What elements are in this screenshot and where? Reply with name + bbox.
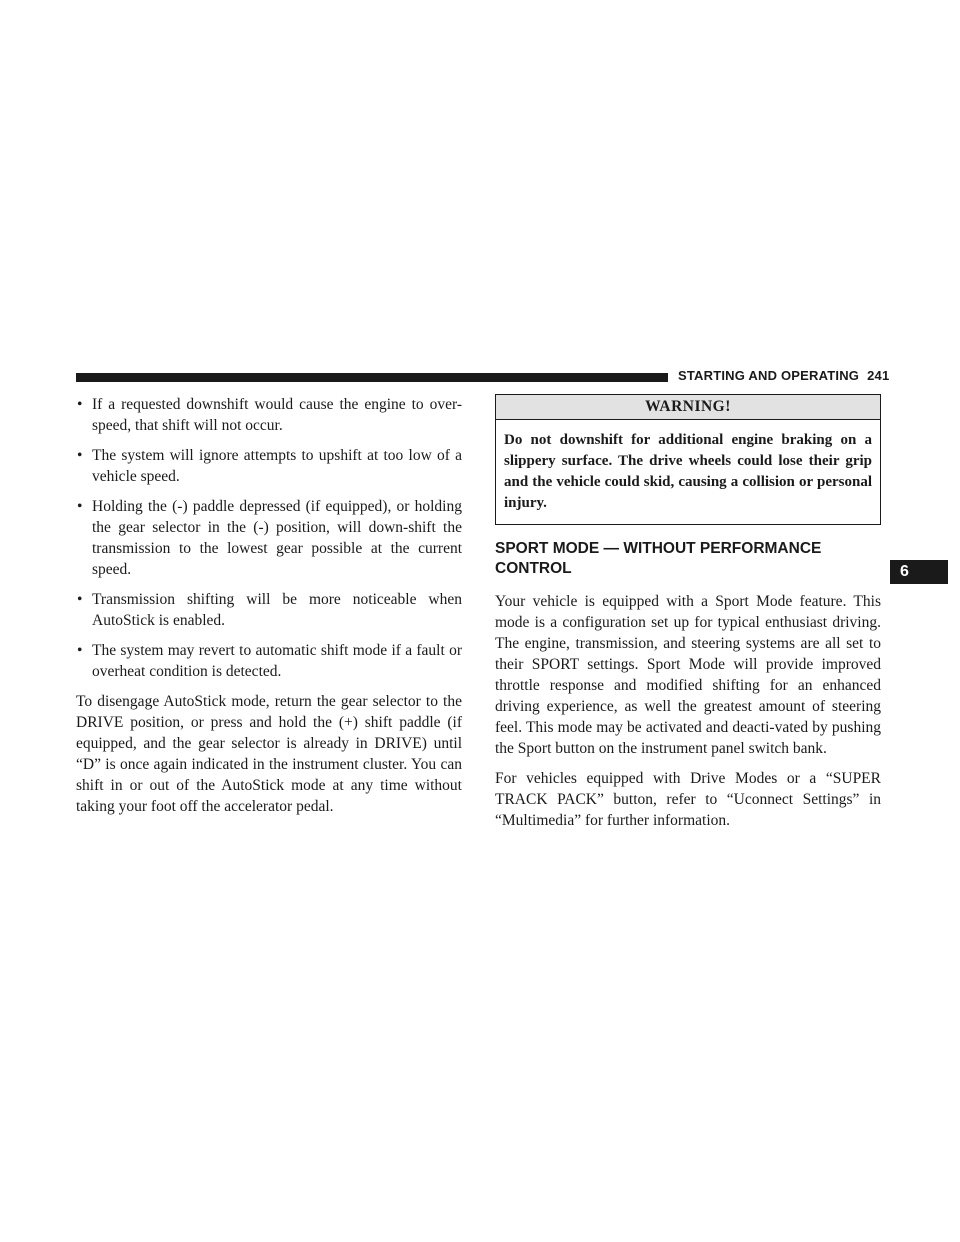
list-item xyxy=(76,445,462,487)
list-item-text: Transmission shifting will be more noticeable when AutoStick is enabled. xyxy=(92,591,462,629)
warning-title: WARNING! xyxy=(496,395,880,420)
right-column xyxy=(495,394,881,840)
warning-box xyxy=(495,394,881,525)
list-item xyxy=(76,394,462,436)
bullet-icon: • xyxy=(77,498,83,515)
list-item-text: The system may revert to automatic shift mode if a fault or overheat condition is detected. xyxy=(92,642,462,680)
bullet-icon: • xyxy=(77,642,83,659)
section-heading: SPORT MODE — WITHOUT PERFORMANCE CONTROL xyxy=(495,540,822,577)
warning-body: Do not downshift for additional engine braking on a slippery surface. The drive wheels could lose their grip and the vehicle could skid, causing a collision or personal injury. xyxy=(504,432,872,511)
list-item-text: The system will ignore attempts to upshift at too low of a vehicle speed. xyxy=(92,447,462,485)
bullet-icon: • xyxy=(77,447,83,464)
list-item xyxy=(76,589,462,631)
autostick-disengage-paragraph: To disengage AutoStick mode, return the gear selector to the DRIVE position, or press and hold the (+) shift paddle (if equipped, and the gear selector is already in DRIVE) until “D” is once again indicated in the instrument cluster. You can shift in or out of the AutoStick mode at any time without taking your foot off the accelerator pedal. xyxy=(76,693,462,815)
drive-modes-paragraph: For vehicles equipped with Drive Modes or a “SUPER TRACK PACK” button, refer to “Uconnect Settings” in “Multimedia” for further information. xyxy=(495,770,881,829)
list-item xyxy=(76,640,462,682)
section-title: STARTING AND OPERATING xyxy=(678,368,860,383)
list-item-text: If a requested downshift would cause the engine to over-speed, that shift will not occur. xyxy=(92,396,462,434)
list-item xyxy=(76,496,462,580)
sport-mode-paragraph: Your vehicle is equipped with a Sport Mode feature. This mode is a configuration set up for typical enthusiast driving. The engine, transmission, and steering systems are all set to their SPORT settings. Sport Mode will provide improved throttle response and modified shifting for an enhanced driving experience, as well the greatest amount of steering feel. This mode may be activated and deacti-vated by pushing the Sport button on the instrument panel switch bank. xyxy=(495,593,881,757)
page-number: 241 xyxy=(867,368,890,383)
left-column xyxy=(76,394,462,826)
running-header xyxy=(678,368,889,386)
bullet-list xyxy=(76,394,462,682)
list-item-text: Holding the (-) paddle depressed (if equipped), or holding the gear selector in the (-) position, will down-shift the transmission to the lowest gear possible at the current speed. xyxy=(92,498,462,578)
header-rule xyxy=(76,373,668,382)
chapter-tab: 6 xyxy=(890,560,948,584)
bullet-icon: • xyxy=(77,591,83,608)
bullet-icon: • xyxy=(77,396,83,413)
